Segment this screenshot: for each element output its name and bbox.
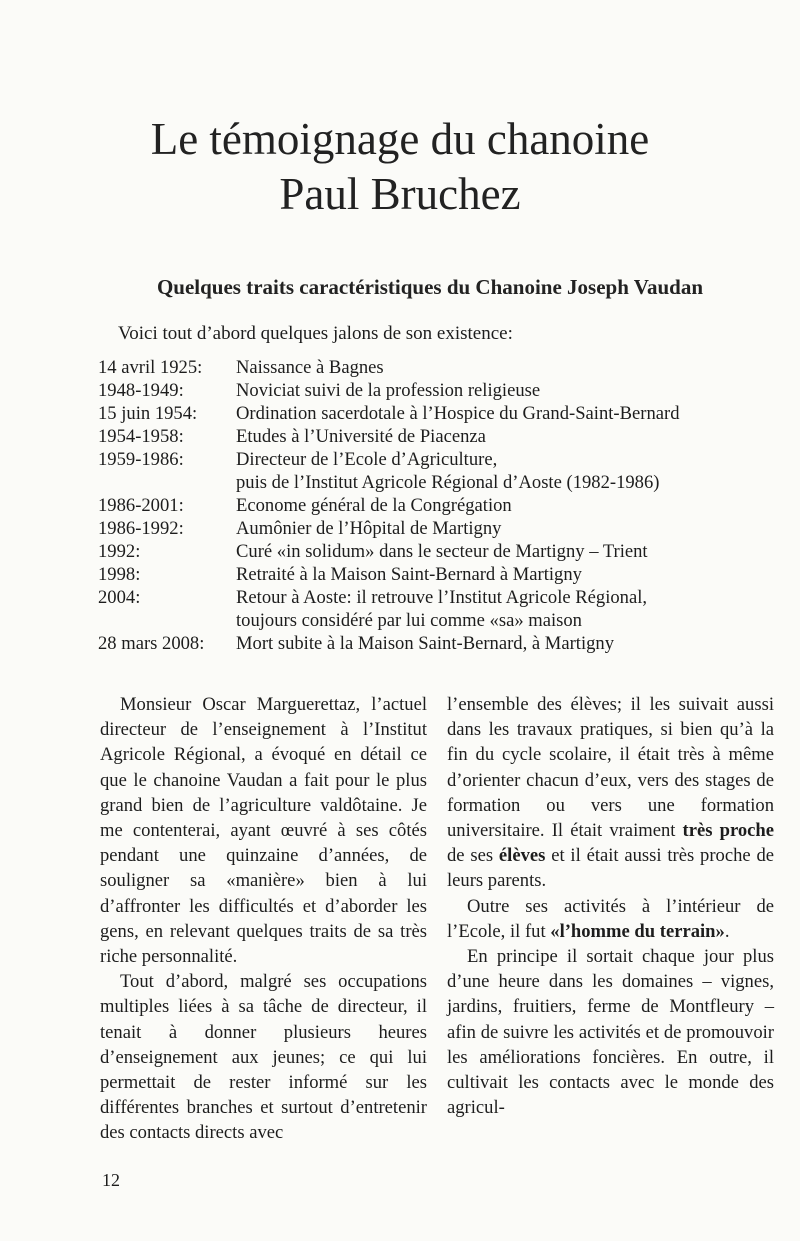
timeline-date: 1959-1986:: [98, 449, 184, 470]
timeline-desc: Econome général de la Congrégation: [236, 495, 512, 516]
title-line-2: Paul Bruchez: [279, 169, 521, 219]
paragraph: Tout d’abord, malgré ses occupations multiples liées à sa tâche de directeur, il tenait à donner plusieurs heures d’enseignement aux jeunes; ce qui lui permettait de rester informé sur les différentes branches et surtout d’entretenir des contacts directs avec: [100, 971, 427, 1144]
timeline-desc: puis de l’Institut Agricole Régional d’Aoste (1982-1986): [236, 472, 660, 493]
timeline-row: [98, 402, 680, 425]
timeline-desc: Aumônier de l’Hôpital de Martigny: [236, 518, 502, 539]
bold-phrase: très proche: [682, 820, 775, 842]
timeline-date: 1986-2001:: [98, 495, 184, 516]
page-title: [0, 112, 800, 222]
title-line-1: Le témoignage du chanoine: [150, 114, 650, 164]
timeline-row: [98, 448, 680, 471]
paragraph: En principe il sortait chaque jour plus d’une heure dans les domaines – vignes, jardins, fruitiers, ferme de Montfleury – afin de suivre les activités et de promouvoir les améliorations foncières. En outre, il cultivait les contacts avec le monde des agricul-: [447, 946, 774, 1119]
timeline-row: [98, 379, 680, 402]
body-column-right: [447, 692, 774, 1120]
paragraph: Monsieur Oscar Marguerettaz, l’actuel directeur de l’enseignement à l’Institut Agricole Régional, a évoqué en détail ce que le chanoine Vaudan a fait pour le plus grand bien de l’agriculture valdôtaine. Je me contenterai, ayant œuvré à ses côtés pendant une quinzaine d’années, de souligner sa «manière» bien à lui d’affronter les difficultés et d’aborder les gens, en relevant quelques traits de sa très riche personnalité.: [100, 694, 427, 968]
timeline-list: [98, 356, 680, 655]
section-subtitle: Quelques traits caractéristiques du Chanoine Joseph Vaudan: [156, 275, 704, 299]
timeline-desc: Directeur de l’Ecole d’Agriculture,: [236, 449, 498, 470]
timeline-desc: toujours considéré par lui comme «sa» maison: [236, 610, 582, 631]
timeline-row: [98, 586, 680, 609]
paragraph: [447, 894, 774, 944]
timeline-desc: Curé «in solidum» dans le secteur de Martigny – Trient: [236, 541, 648, 562]
timeline-date: 1992:: [98, 541, 141, 562]
timeline-row: [98, 609, 680, 632]
timeline-date: 1954-1958:: [98, 426, 184, 447]
bold-phrase: «l’homme du terrain»: [550, 920, 725, 942]
timeline-row: [98, 563, 680, 586]
intro-text: Voici tout d’abord quelques jalons de son existence:: [118, 323, 513, 344]
timeline-row: [98, 632, 680, 655]
text-run: Outre ses activités à l’intérieur de l’Ecole, il fut: [447, 895, 774, 942]
text-run: de ses: [447, 845, 499, 867]
timeline-date: 28 mars 2008:: [98, 633, 205, 654]
timeline-row: [98, 356, 680, 379]
timeline-desc: Ordination sacerdotale à l’Hospice du Grand-Saint-Bernard: [236, 403, 680, 424]
timeline-desc: Retraité à la Maison Saint-Bernard à Martigny: [236, 564, 582, 585]
timeline-date: 1948-1949:: [98, 380, 184, 401]
timeline-row: [98, 494, 680, 517]
timeline-date: 14 avril 1925:: [98, 357, 203, 378]
timeline-desc: Retour à Aoste: il retrouve l’Institut Agricole Régional,: [236, 587, 648, 608]
timeline-row: [98, 425, 680, 448]
bold-phrase: élèves: [498, 845, 546, 867]
timeline-row: [98, 517, 680, 540]
page-number: 12: [102, 1170, 120, 1190]
timeline-row: [98, 540, 680, 563]
timeline-desc: Etudes à l’Université de Piacenza: [236, 426, 486, 447]
timeline-date: [98, 471, 236, 494]
text-run: l’ensemble des élèves; il les suivait aussi dans les travaux pratiques, si bien qu’à la fin du cycle scolaire, il était très à même d’orienter chacun d’eux, vers des stages de formation ou vers une formation universitaire. Il était vraiment: [447, 694, 774, 842]
timeline-desc: Mort subite à la Maison Saint-Bernard, à Martigny: [236, 633, 614, 654]
timeline-date: 2004:: [98, 587, 141, 608]
timeline-date: 1986-1992:: [98, 518, 184, 539]
paragraph: [447, 692, 774, 894]
text-run: .: [724, 920, 730, 942]
body-column-left: [100, 692, 427, 1146]
timeline-row: [98, 471, 680, 494]
text-run: et il était aussi très proche de leurs parents.: [447, 845, 774, 892]
timeline-desc: Naissance à Bagnes: [236, 357, 384, 378]
timeline-date: [98, 609, 236, 632]
timeline-date: 1998:: [98, 564, 141, 585]
timeline-date: 15 juin 1954:: [98, 403, 198, 424]
timeline-desc: Noviciat suivi de la profession religieuse: [236, 380, 541, 401]
